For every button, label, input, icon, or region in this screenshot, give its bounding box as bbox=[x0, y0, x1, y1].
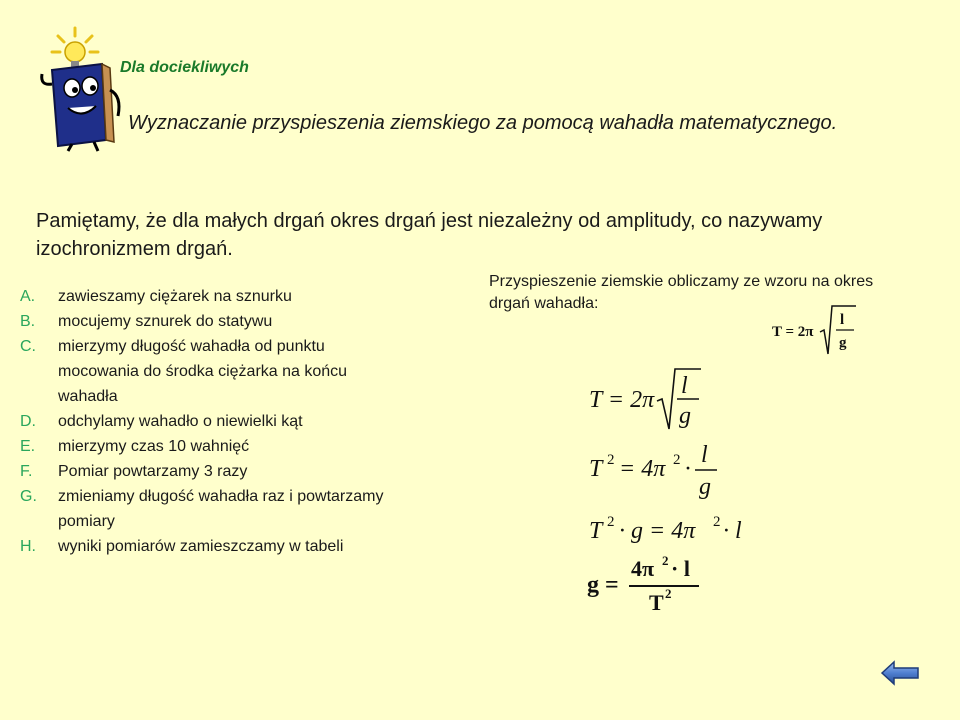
formula-rhs: = 4π bbox=[619, 456, 666, 482]
intro-paragraph: Pamiętamy, że dla małych drgań okres drgań jest niezależny od amplitudy, co nazywamy izochronizmem drgań. bbox=[36, 210, 823, 260]
period-formula-small bbox=[770, 302, 860, 363]
formula-dot: · bbox=[684, 456, 692, 482]
formula-exponent: 2 bbox=[662, 553, 669, 568]
list-item-text: mierzymy czas 10 wahnięć bbox=[58, 438, 250, 455]
list-item-text: Pomiar powtarzamy 3 razy bbox=[58, 463, 248, 480]
rearranged-formula bbox=[585, 508, 755, 553]
period-squared-formula bbox=[585, 440, 725, 509]
formula-denominator: g bbox=[839, 335, 847, 351]
formula-exponent: 2 bbox=[607, 452, 615, 468]
formula-lhs: T = 2π bbox=[772, 324, 814, 340]
formula-denominator: T bbox=[649, 590, 664, 615]
formula-denominator: g bbox=[679, 403, 691, 429]
list-item-text: mierzymy długość wahadła od punktu mocowania do środka ciężarka na końcu wahadła bbox=[58, 338, 348, 405]
formula-exponent: 2 bbox=[665, 586, 672, 601]
list-item-text: zmieniamy długość wahadła raz i powtarzamy pomiary bbox=[58, 488, 384, 530]
list-item-letter: H. bbox=[20, 538, 36, 555]
list-item-letter: G. bbox=[20, 488, 37, 505]
list-item bbox=[20, 284, 460, 309]
list-item-letter: C. bbox=[20, 338, 36, 355]
list-item-letter: B. bbox=[20, 313, 36, 330]
list-item-text: zawieszamy ciężarek na sznurku bbox=[58, 288, 292, 305]
formula-numerator: l bbox=[701, 442, 708, 468]
list-item-letter: E. bbox=[20, 438, 36, 455]
formula-numerator: l bbox=[840, 312, 845, 328]
formula-denominator: g bbox=[699, 474, 711, 500]
list-item bbox=[20, 409, 460, 434]
book-mascot-icon bbox=[38, 24, 124, 152]
list-item bbox=[20, 534, 460, 559]
section-tag: Dla dociekliwych bbox=[120, 59, 249, 76]
list-item bbox=[20, 459, 460, 484]
formula-part: · l bbox=[723, 518, 742, 544]
list-item-text: odchylamy wahadło o niewielki kąt bbox=[58, 413, 303, 430]
left-arrow-icon bbox=[880, 660, 920, 686]
formula-numerator: l bbox=[681, 373, 688, 399]
list-item-letter: D. bbox=[20, 413, 36, 430]
list-item-letter: A. bbox=[20, 288, 36, 305]
list-item bbox=[20, 309, 460, 334]
formula-exponent: 2 bbox=[673, 452, 681, 468]
period-formula bbox=[585, 365, 705, 438]
formula-exponent: 2 bbox=[607, 514, 615, 530]
formula-lhs: T = 2π bbox=[589, 387, 655, 413]
formula-lhs: g = bbox=[587, 572, 619, 598]
list-item-text: mocujemy sznurek do statywu bbox=[58, 313, 273, 330]
formula-lhs: T bbox=[589, 456, 603, 482]
formula-numerator: 4π bbox=[631, 556, 655, 581]
formula-exponent: 2 bbox=[713, 514, 721, 530]
page-title: Wyznaczanie przyspieszenia ziemskiego za pomocą wahadła matematycznego. bbox=[128, 112, 838, 134]
back-button[interactable] bbox=[880, 660, 920, 686]
formula-part: · g = 4π bbox=[619, 518, 696, 544]
procedure-steps-list bbox=[20, 284, 460, 559]
formula-part: T bbox=[589, 518, 603, 544]
list-item-letter: F. bbox=[20, 463, 33, 480]
list-item-text: wyniki pomiarów zamieszczamy w tabeli bbox=[58, 538, 344, 555]
list-item bbox=[20, 334, 460, 409]
formula-numerator-tail: · l bbox=[671, 556, 690, 581]
formula-caption: Przyspieszenie ziemskie obliczamy ze wzoru na okres drgań wahadła: bbox=[489, 273, 874, 312]
gravity-acceleration-formula bbox=[585, 552, 715, 621]
list-item bbox=[20, 484, 460, 534]
list-item bbox=[20, 434, 460, 459]
